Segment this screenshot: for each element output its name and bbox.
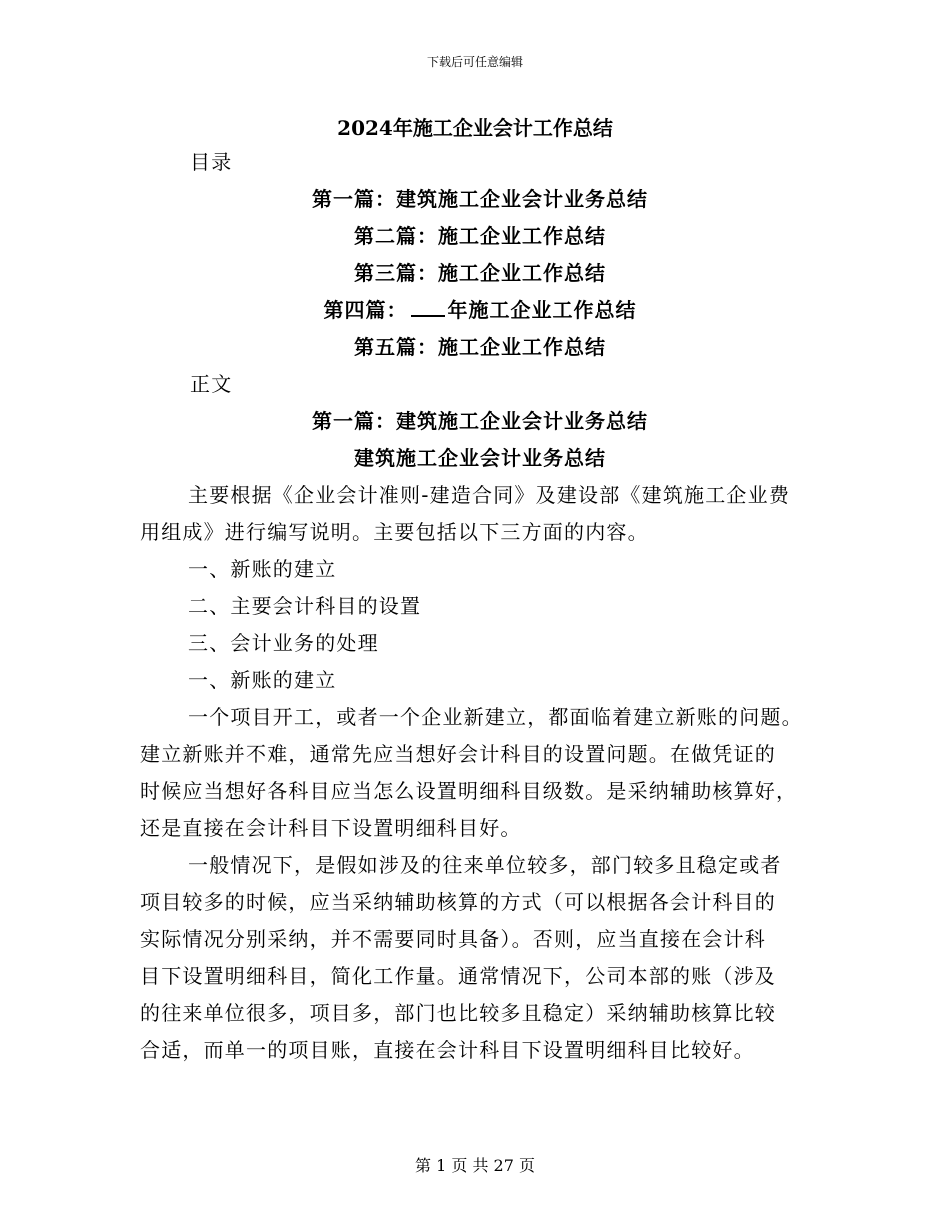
toc-item-4 [140, 292, 820, 329]
chapter-heading: 第一篇：建筑施工企业会计业务总结 [312, 409, 648, 433]
paragraph-line: 还是直接在会计科目下设置明细科目好。 [140, 816, 522, 840]
paragraph-line: 合适，而单一的项目账，直接在会计科目下设置明细科目比较好。 [140, 1038, 755, 1062]
paragraph-line: 建立新账并不难，通常先应当想好会计科目的设置问题。在做凭证的 [140, 742, 776, 766]
subsection-heading: 一、新账的建立 [188, 668, 337, 692]
paragraph-line: 的往来单位很多，项目多，部门也比较多且稳定）采纳辅助核算比较 [140, 1001, 776, 1025]
paragraph-line: 用组成》进行编写说明。主要包括以下三方面的内容。 [140, 520, 649, 544]
toc-item-4-suffix: 年施工企业工作总结 [447, 298, 637, 322]
toc-item-5: 第五篇：施工企业工作总结 [354, 335, 606, 359]
toc-item-3: 第三篇：施工企业工作总结 [354, 261, 606, 285]
blank-underline [411, 297, 445, 317]
body-label: 正文 [190, 372, 233, 396]
page-header: 下载后可任意编辑 [426, 55, 523, 69]
toc-item-1: 第一篇：建筑施工企业会计业务总结 [312, 187, 648, 211]
paragraph-line: 时候应当想好各科目应当怎么设置明细科目级数。是采纳辅助核算好， [140, 779, 798, 803]
toc-item-2: 第二篇：施工企业工作总结 [354, 224, 606, 248]
section-heading: 建筑施工企业会计业务总结 [354, 446, 606, 470]
paragraph-line: 项目较多的时候，应当采纳辅助核算的方式（可以根据各会计科目的 [140, 890, 776, 914]
paragraph-line: 一个项目开工，或者一个企业新建立，都面临着建立新账的问题。 [188, 705, 803, 729]
toc-item-4-prefix: 第四篇： [323, 298, 408, 322]
list-item: 三、会计业务的处理 [188, 631, 379, 655]
paragraph-line: 主要根据《企业会计准则-建造合同》及建设部《建筑施工企业费 [188, 483, 791, 507]
paragraph-line: 一般情况下，是假如涉及的往来单位较多，部门较多且稳定或者 [188, 853, 782, 877]
toc-label: 目录 [190, 150, 233, 174]
page-footer: 第 1 页 共 27 页 [415, 1156, 535, 1175]
paragraph-line: 实际情况分别采纳，并不需要同时具备）。否则，应当直接在会计科 [140, 927, 766, 951]
list-item: 一、新账的建立 [188, 557, 337, 581]
list-item: 二、主要会计科目的设置 [188, 594, 422, 618]
paragraph-line: 目下设置明细科目，简化工作量。通常情况下，公司本部的账（涉及 [140, 964, 776, 988]
document-body [140, 144, 820, 1069]
document-title: 2024年施工企业会计工作总结 [337, 116, 613, 140]
